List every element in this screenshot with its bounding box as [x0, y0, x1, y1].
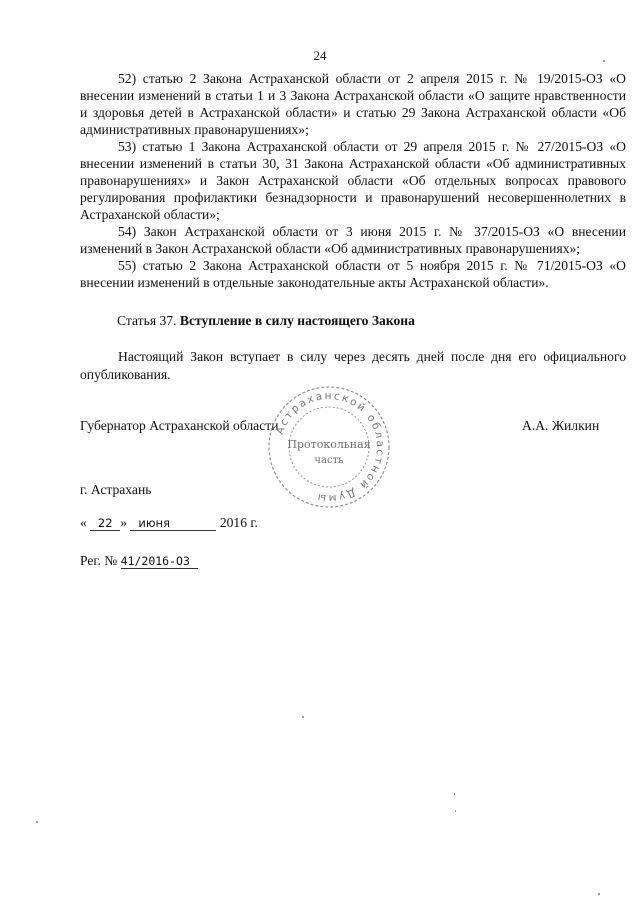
seal-center-line1: Протокольная	[287, 438, 371, 451]
list-item-54-rest: изменений в Закон Астраханской области «Об административных правонарушениях»;	[80, 241, 581, 256]
article-number: Статья 37.	[117, 313, 177, 328]
list-item-55-rest: «О внесении изменений в отдельные законодательные акты Астраханской области».	[80, 258, 626, 290]
date-day: 22	[90, 517, 120, 531]
list-item-52-line1: 52) статью 2 Закона Астраханской области от 2 апреля 2015 г. № 19/2015-ОЗ	[118, 71, 603, 86]
scan-speck	[603, 60, 605, 62]
scan-speck	[36, 821, 38, 823]
signatory-name: А.А. Жилкин	[522, 418, 600, 433]
article-title: Вступление в силу настоящего Закона	[179, 313, 415, 328]
list-item-54-line1: 54) Закон Астраханской области от 3 июня 2015 г. № 37/2015-ОЗ «О внесении	[118, 224, 626, 239]
date-open-quote: «	[80, 515, 87, 530]
scan-speck	[455, 810, 456, 812]
city: г. Астрахань	[80, 482, 152, 497]
date-month: июня	[130, 517, 216, 531]
registration-label: Рег. №	[80, 553, 118, 568]
seal-ring-text: Астраханской областной Думы	[273, 389, 387, 505]
registration-value: 41/2016-ОЗ	[121, 554, 198, 569]
scan-speck	[454, 793, 455, 795]
date-close-quote: »	[120, 515, 127, 530]
list-item-54	[80, 223, 626, 257]
amendments-list	[80, 70, 626, 291]
list-item-52	[80, 70, 626, 138]
article-heading	[117, 313, 415, 329]
list-item-53-line1: 53) статью 1 Закона Астраханской области от 29 апреля 2015 г. № 27/2015-ОЗ	[118, 139, 604, 154]
page-number: 24	[313, 48, 327, 63]
signatory-position: Губернатор Астраханской области	[80, 418, 279, 433]
scan-speck	[598, 893, 600, 895]
list-item-55-line1: 55) статью 2 Закона Астраханской области от 5 ноября 2015 г. № 71/2015-ОЗ	[118, 258, 603, 273]
list-item-52-rest: «О внесении изменений в статьи 1 и 3 Закона Астраханской области «О защите нравственности и здоровья детей в Астраханской области» и статью 29 Закона Астраханской области «Об административных правонарушениях»;	[80, 71, 626, 137]
date-year: 2016 г.	[219, 515, 258, 530]
list-item-53	[80, 138, 626, 223]
official-seal	[266, 384, 392, 510]
scan-speck	[302, 716, 304, 718]
list-item-55	[80, 257, 626, 291]
signing-date	[80, 515, 258, 531]
registration-number	[80, 553, 198, 569]
article-text: Настоящий Закон вступает в силу через десять дней после дня его официального опубликования.	[80, 349, 626, 382]
seal-center-line2: часть	[314, 455, 344, 466]
list-item-53-rest: «О внесении изменений в статьи 30, 31 Закона Астраханской области «Об административных правонарушениях» и Закон Астраханской области «Об отдельных вопросах правового регулирования профилактики безнадзорности и правонарушений несовершеннолетних в Астраханской области»;	[80, 139, 626, 222]
